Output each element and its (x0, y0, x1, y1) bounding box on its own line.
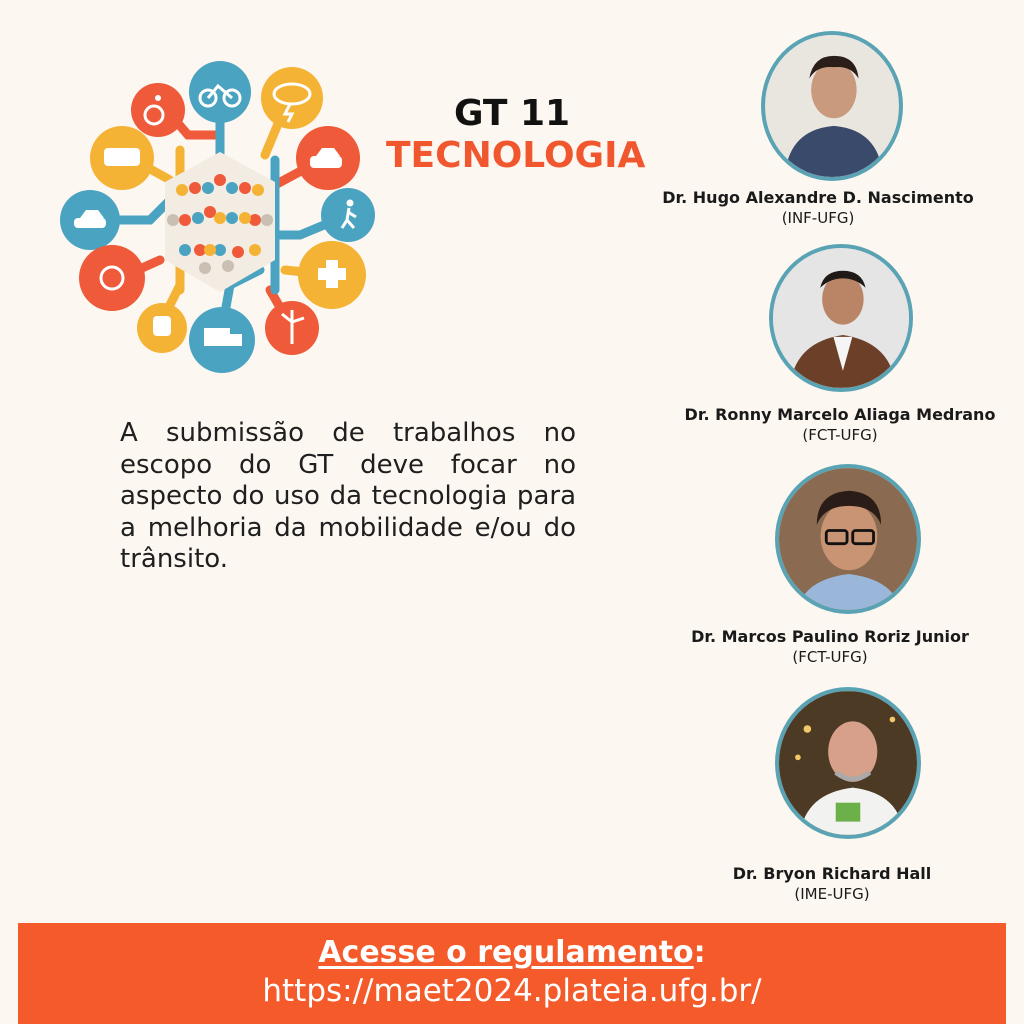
regulation-link[interactable]: Acesse o regulamento (318, 935, 694, 970)
avatar-bryon (775, 687, 921, 839)
wind-turbine-icon (265, 301, 319, 355)
person-name: Dr. Hugo Alexandre D. Nascimento (662, 188, 974, 207)
person-name: Dr. Ronny Marcelo Aliaga Medrano (684, 405, 996, 424)
electric-car-icon (296, 126, 360, 190)
person-affiliation: (IME-UFG) (794, 885, 870, 903)
footer-banner (18, 923, 1006, 1024)
avatar-hugo (761, 31, 903, 181)
car-icon (60, 190, 120, 250)
bicycle-icon (189, 61, 251, 123)
avatar-ronny (769, 244, 913, 392)
header (386, 92, 646, 176)
person-affiliation: (INF-UFG) (781, 209, 855, 227)
gt-number: GT 11 (453, 93, 571, 134)
health-icon (298, 241, 366, 309)
person-affiliation: (FCT-UFG) (802, 426, 878, 444)
pedestrian-icon (321, 188, 375, 242)
train-icon (137, 303, 187, 353)
person-affiliation: (FCT-UFG) (792, 648, 868, 666)
wheelchair-icon (131, 83, 185, 137)
footer-url[interactable]: https://maet2024.plateia.ufg.br/ (262, 973, 762, 1009)
person-name: Dr. Marcos Paulino Roriz Junior (691, 627, 969, 646)
gt-topic: TECNOLOGIA (386, 135, 646, 176)
storm-cloud-icon (261, 67, 323, 129)
bus-icon (90, 126, 154, 190)
footer-colon: : (693, 935, 706, 970)
description-text: A submissão de trabalhos no escopo do GT deve focar no aspecto do uso da tecnologia para a melhoria da mobilidade e/ou do trânsito. (120, 418, 576, 574)
truck-icon (189, 307, 255, 373)
mobility-logo (60, 60, 375, 375)
person-name: Dr. Bryon Richard Hall (732, 864, 932, 883)
footer-label (18, 933, 1006, 973)
avatar-marcos (775, 464, 921, 614)
sun-icon (79, 245, 145, 311)
